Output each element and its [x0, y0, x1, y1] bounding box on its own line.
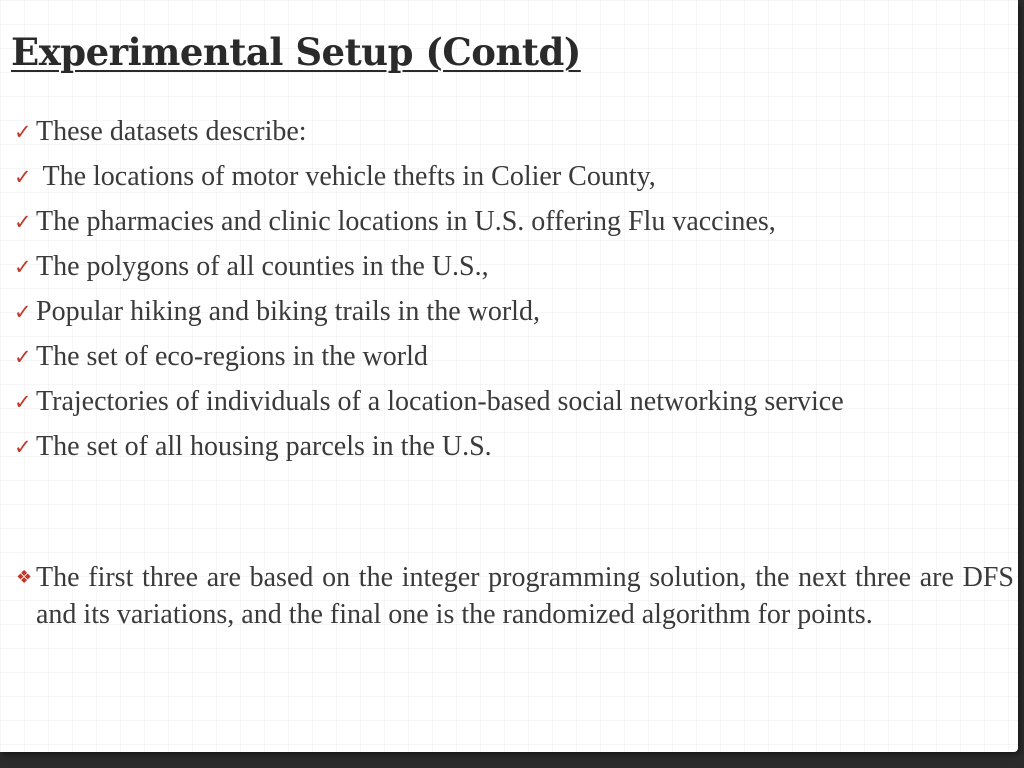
slide-title: Experimental Setup (Contd): [11, 30, 581, 74]
bullet-text: The set of all housing parcels in the U.S.: [36, 431, 492, 462]
check-icon: ✓: [14, 120, 32, 144]
bullet-text: The locations of motor vehicle thefts in Colier County,: [36, 161, 656, 192]
bullet-item: [14, 204, 1014, 240]
bullet-item: [14, 249, 1014, 285]
bullet-item: [14, 384, 1014, 420]
bullet-text: Popular hiking and biking trails in the world,: [36, 296, 540, 327]
note-item: [14, 559, 1014, 633]
diamond-bullet-icon: ❖: [16, 567, 33, 588]
bullet-text: The pharmacies and clinic locations in U.S. offering Flu vaccines,: [36, 206, 776, 237]
summary-note: [14, 559, 1014, 633]
note-text: The first three are based on the integer programming solution, the next three are DFS and its variations, and the final one is the randomized algorithm for points.: [36, 562, 1014, 630]
check-icon: ✓: [14, 435, 32, 459]
bullet-text: The polygons of all counties in the U.S.,: [36, 251, 489, 282]
bullet-item: [14, 339, 1014, 375]
bullet-text: These datasets describe:: [36, 116, 307, 147]
bullet-item: [14, 114, 1014, 150]
dataset-bullet-list: [14, 114, 1014, 474]
bullet-item: [14, 429, 1014, 465]
bullet-text: Trajectories of individuals of a location-based social networking service: [36, 386, 844, 417]
bullet-text: The set of eco-regions in the world: [36, 341, 428, 372]
check-icon: ✓: [14, 210, 32, 234]
check-icon: ✓: [14, 345, 32, 369]
bullet-item: [14, 294, 1014, 330]
check-icon: ✓: [14, 390, 32, 414]
check-icon: ✓: [14, 255, 32, 279]
check-icon: ✓: [14, 165, 32, 189]
bullet-item: [14, 159, 1014, 195]
check-icon: ✓: [14, 300, 32, 324]
